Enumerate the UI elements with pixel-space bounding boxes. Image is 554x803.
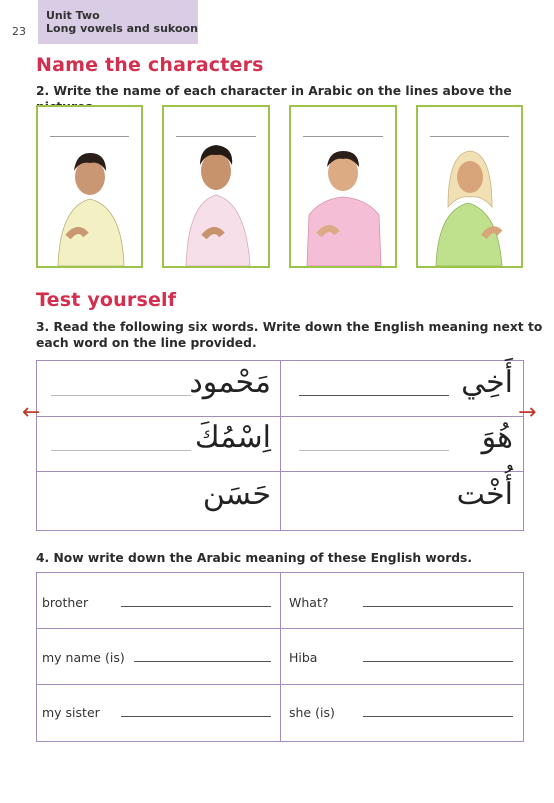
unit-title: Unit Two — [46, 9, 100, 22]
character-illustration — [164, 107, 268, 266]
page-number: 23 — [12, 25, 26, 38]
character-illustration — [418, 107, 521, 266]
arabic-word: أُخْت — [456, 477, 513, 512]
english-word: brother — [42, 595, 89, 610]
arabic-word: أَخِي — [461, 365, 513, 400]
answer-line[interactable] — [363, 606, 513, 607]
instruction-2: 2. Write the name of each character in Arabic on the lines above the — [36, 84, 512, 98]
arabic-word: حَسَن — [202, 477, 271, 512]
character-card-1 — [36, 105, 143, 268]
answer-line[interactable] — [134, 661, 271, 662]
answer-line[interactable] — [51, 450, 191, 451]
instruction-3-line2: each word on the line provided. — [36, 336, 257, 350]
english-word: Hiba — [289, 650, 318, 665]
arabic-word: هُوَ — [481, 420, 513, 455]
character-illustration — [38, 107, 141, 266]
arabic-word: اِسْمُكَ — [194, 420, 271, 455]
english-word: my sister — [42, 705, 100, 720]
section-title-test-yourself: Test yourself — [36, 289, 177, 311]
character-card-3 — [289, 105, 397, 268]
answer-line[interactable] — [121, 716, 271, 717]
answer-line[interactable] — [363, 716, 513, 717]
prev-page-arrow-icon[interactable]: ← — [22, 400, 41, 425]
section-title-name-characters: Name the characters — [36, 54, 264, 76]
unit-header — [38, 0, 198, 44]
answer-line[interactable] — [299, 395, 449, 396]
instruction-4: 4. Now write down the Arabic meaning of these English words. — [36, 551, 473, 565]
english-word: my name (is) — [42, 650, 125, 665]
unit-topic: Long vowels and sukoon — [46, 22, 198, 35]
arabic-word: مَحْمود — [189, 365, 271, 400]
answer-line[interactable] — [363, 661, 513, 662]
arabic-words-table — [36, 360, 524, 531]
character-card-2 — [162, 105, 270, 268]
english-word: she (is) — [289, 705, 335, 720]
english-word: What? — [289, 595, 329, 610]
character-card-4 — [416, 105, 523, 268]
english-words-table — [36, 572, 524, 742]
answer-line[interactable] — [51, 395, 191, 396]
instruction-3-line1: 3. Read the following six words. Write down the English meaning next to — [36, 320, 543, 334]
answer-line[interactable] — [299, 450, 449, 451]
next-page-arrow-icon[interactable]: → — [518, 400, 537, 425]
answer-line[interactable] — [121, 606, 271, 607]
character-illustration — [291, 107, 395, 266]
